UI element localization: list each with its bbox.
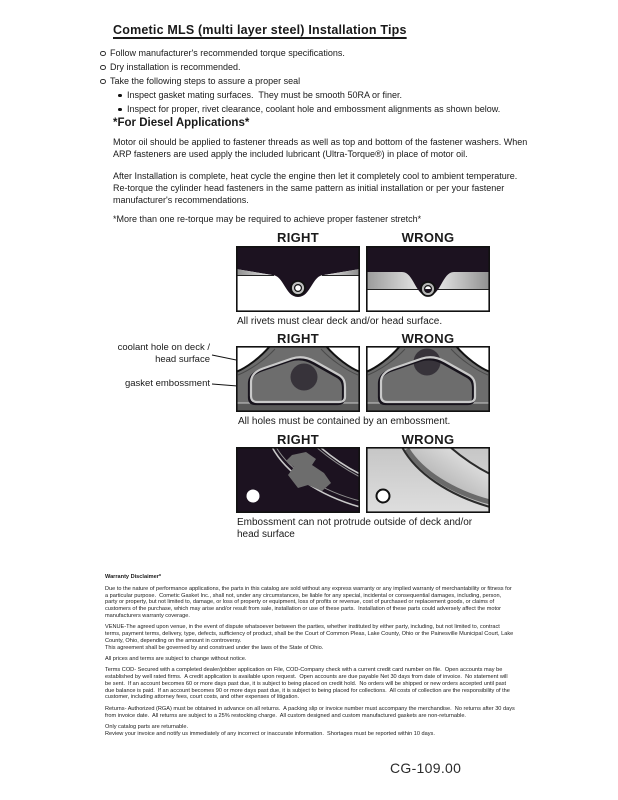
embossment-right-diagram xyxy=(236,346,360,412)
tip-text: Inspect for proper, rivet clearance, coolant hole and embossment alignments as shown below. xyxy=(127,104,501,114)
rivet-caption: All rivets must clear deck and/or head surface. xyxy=(237,316,443,327)
diesel-paragraph: After Installation is complete, heat cycle the engine then let it completely cool to ambient temperature. Re-torque the cylinder head fasteners in the same pattern as initial installation or per your fastener manufacturer's recommendations. xyxy=(113,171,520,205)
legal-paragraph: VENUE-The agreed upon venue, in the event of dispute whatsoever between the parties, whether instituted by either party, including, but not limited to, contract terms, payment terms, delivery, type, defects, sufficiency of product, shall be the Court of Common Pleas, Lake County, Ohio or the Painesville Municipal Court, Lake County, Ohio, depending on the amount in controversy. xyxy=(105,624,515,644)
protrude-right-diagram xyxy=(236,447,360,513)
rivet-right-diagram xyxy=(236,246,360,312)
legal-paragraph: Only catalog parts are returnable. xyxy=(105,723,189,730)
tip-text: Inspect gasket mating surfaces. They must be smooth 50RA or finer. xyxy=(127,90,402,100)
right-label: RIGHT xyxy=(277,230,319,245)
tip-text: Dry installation is recommended. xyxy=(110,62,241,72)
coolant-hole-label: coolant hole on deck / head surface xyxy=(117,342,210,365)
circle-bullet-icon xyxy=(100,79,106,85)
legal-paragraph: Terms COD- Secured with a completed dealer/jobber application on File, COD-Company check with a current credit card number on file. Open accounts may be established by well rated firms. A credit application is available upon request. Open accounts are due payable Net 30 days from date of invoice. No statement will be sent. If an account becomes 60 or more days past due, it is subject to being placed on credit hold. No orders will be shipped or new orders accepted until past due balance is paid. If an account becomes 90 or more days past due, it is subject to being placed for collections. All costs of collection are the responsibility of the customer, including attorney fees, court costs, and other expenses of litigation. xyxy=(105,667,512,701)
protrude-caption: Embossment can not protrude outside of deck and/or head surface xyxy=(237,517,475,540)
legal-paragraph: Review your invoice and notify us immediately of any incorrect or inaccurate information. Shortages must be reported within 10 days. xyxy=(105,730,435,737)
diesel-heading: *For Diesel Applications* xyxy=(113,117,250,129)
legal-paragraph: Due to the nature of performance applications, the parts in this catalog are sold without any express warranty or any implied warranty of merchantability or fitness for a particular purpose. Cometic Gasket Inc., shall not, under any circumstances, be liable for any special, incidental or consequential damages, including, person, party or property, but not limited to, damage, or loss of property or equipment, loss of profits or revenue, cost of purchased or replacement goods, or claims of customers of the purchase, which may arise and/or result from sale, installation or use of these parts. Installation of these parts could adversely affect the motor manufacturers warranty coverage. xyxy=(105,585,514,619)
list-item xyxy=(117,102,540,116)
right-label: RIGHT xyxy=(277,432,319,447)
gasket-embossment-label: gasket embossment xyxy=(124,378,210,389)
dot-bullet-icon xyxy=(118,94,122,98)
protrude-wrong-diagram xyxy=(366,447,490,513)
list-item xyxy=(100,60,540,74)
tip-text: Take the following steps to assure a proper seal xyxy=(110,76,301,86)
page-number: CG-109.00 xyxy=(390,760,462,776)
legal-heading: Warranty Disclaimer* xyxy=(105,574,162,580)
warranty-disclaimer-section xyxy=(105,574,515,742)
diesel-paragraph: Motor oil should be applied to fastener threads as well as top and bottom of the fastener washers. When ARP fasteners are used apply the included lubricant (Ultra-Torque®) in place of motor oil. xyxy=(113,137,530,159)
list-item xyxy=(100,46,540,60)
list-item xyxy=(100,74,540,88)
wrong-label: WRONG xyxy=(401,331,455,346)
holes-caption: All holes must be contained by an embossment. xyxy=(238,416,451,427)
wrong-label: WRONG xyxy=(401,432,455,447)
page-title: Cometic MLS (multi layer steel) Installation Tips xyxy=(113,23,407,37)
diesel-paragraph: *More than one re-torque may be required to achieve proper fastener stretch* xyxy=(113,214,422,224)
rivet-wrong-diagram xyxy=(366,246,490,312)
tip-text: Follow manufacturer's recommended torque specifications. xyxy=(110,48,345,58)
legal-paragraph: Returns- Authorized (RGA) must be obtained in advance on all returns. A packing slip or invoice number must accompany the merchandise. No returns after 30 days from invoice date. All returns are subject to a 25% restocking charge. All custom designed and custom manufactured gaskets are non-returnable. xyxy=(105,705,517,719)
list-item xyxy=(117,88,540,102)
circle-bullet-icon xyxy=(100,51,106,57)
wrong-label: WRONG xyxy=(401,230,455,245)
right-label: RIGHT xyxy=(277,331,319,346)
legal-paragraph: All prices and terms are subject to change without notice. xyxy=(105,655,247,662)
legal-paragraph: This agreement shall be governed by and construed under the laws of the State of Ohio. xyxy=(105,644,324,651)
dot-bullet-icon xyxy=(118,108,122,112)
circle-bullet-icon xyxy=(100,65,106,71)
installation-tips-list xyxy=(100,46,540,116)
embossment-wrong-diagram xyxy=(366,346,490,412)
